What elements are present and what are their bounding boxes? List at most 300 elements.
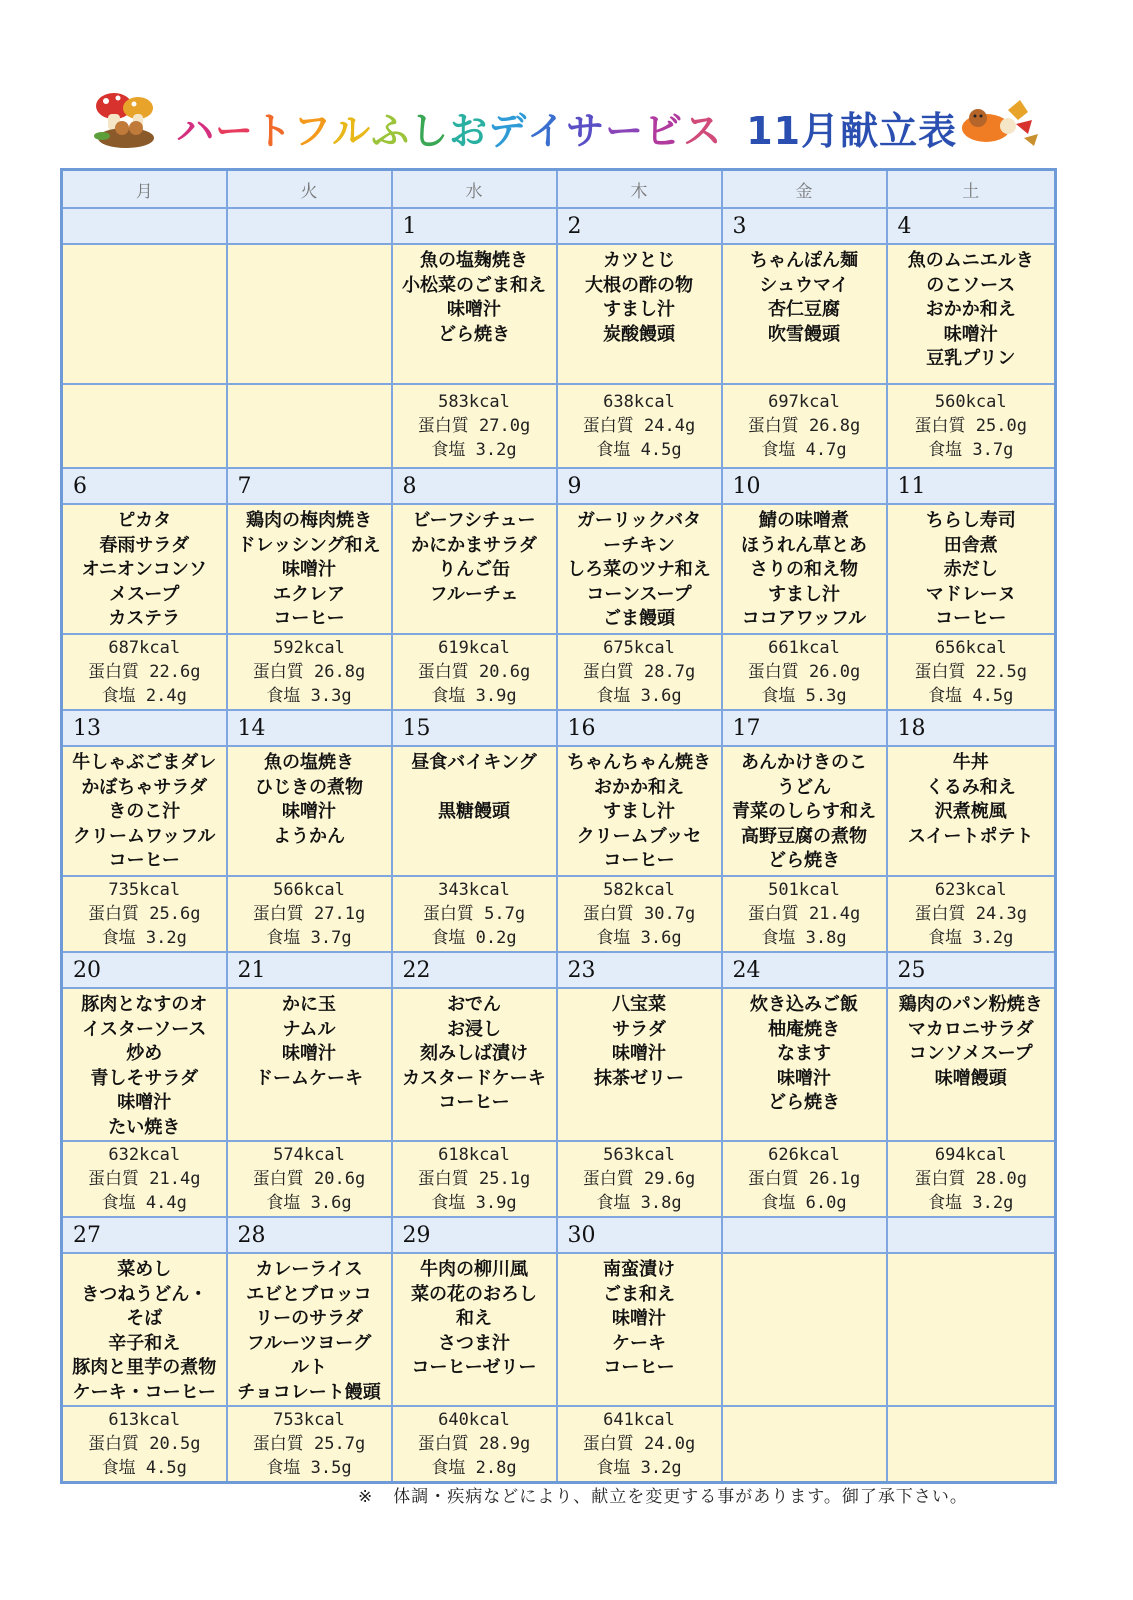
kcal-value: 560kcal <box>934 392 1007 412</box>
protein-value: 蛋白質 25.1g <box>417 1169 531 1189</box>
menu-item: ごま和え <box>603 1283 675 1305</box>
empty-nutrition-cell <box>62 384 227 468</box>
protein-value: 蛋白質 21.4g <box>747 904 861 924</box>
weekday-wed: 水 <box>392 170 557 209</box>
menu-item: たい焼き <box>108 1116 181 1138</box>
date-cell: 13 <box>62 710 227 746</box>
menu-item: 辛子和え <box>108 1332 181 1354</box>
menu-item: 田舎煮 <box>943 534 998 556</box>
menu-item: 味噌汁 <box>777 1067 831 1089</box>
date-cell: 10 <box>722 468 887 504</box>
nutrition-cell <box>557 384 722 468</box>
menu-item: ようかん <box>273 825 345 847</box>
menu-row <box>62 746 1056 876</box>
menu-item: オニオンコンソ <box>81 559 207 580</box>
date-cell: 11 <box>887 468 1056 504</box>
protein-value: 蛋白質 22.6g <box>88 662 201 682</box>
salt-value: 食塩 3.2g <box>596 1458 682 1478</box>
kcal-value: 574kcal <box>273 1145 345 1165</box>
menu-item: コンソメスープ <box>908 1043 1033 1064</box>
menu-item: ドレッシング和え <box>237 534 381 556</box>
kcal-value: 687kcal <box>108 638 181 658</box>
protein-value: 蛋白質 26.8g <box>252 662 366 682</box>
menu-item: 味噌汁 <box>117 1092 172 1113</box>
salt-value: 食塩 3.2g <box>928 928 1014 948</box>
menu-item: 豆乳プリン <box>926 348 1016 369</box>
nutrition-row <box>62 384 1056 468</box>
protein-value: 蛋白質 20.6g <box>252 1169 366 1189</box>
menu-item: おでん <box>447 994 501 1015</box>
menu-row <box>62 1253 1056 1406</box>
menu-item: カステラ <box>108 608 181 629</box>
menu-item: きのこ汁 <box>108 801 181 822</box>
nutrition-cell <box>887 384 1056 468</box>
menu-cell <box>722 244 887 384</box>
date-cell: 8 <box>392 468 557 504</box>
menu-item: クリームワッフル <box>73 825 216 847</box>
menu-item: あんかけきのこ <box>741 752 867 773</box>
menu-cell <box>887 504 1056 634</box>
menu-cell <box>62 988 227 1141</box>
empty-menu-cell <box>62 244 227 384</box>
salt-value: 食塩 3.7g <box>928 440 1014 460</box>
protein-value: 蛋白質 28.7g <box>582 662 696 682</box>
salt-value: 食塩 3.2g <box>101 928 187 948</box>
menu-item: ーチキン <box>603 534 675 556</box>
menu-cell <box>227 988 392 1141</box>
menu-cell <box>887 988 1056 1141</box>
menu-cell <box>722 988 887 1141</box>
menu-item: 黒糖饅頭 <box>438 801 510 822</box>
menu-item: コーヒー <box>603 850 675 871</box>
nutrition-cell <box>722 1141 887 1217</box>
date-cell: 25 <box>887 952 1056 988</box>
footnote-mark: ※ <box>358 1487 374 1507</box>
date-cell: 16 <box>557 710 722 746</box>
menu-item: 味噌汁 <box>447 299 501 320</box>
kcal-value: 623kcal <box>934 880 1007 900</box>
salt-value: 食塩 4.5g <box>101 1458 187 1478</box>
menu-item: コーヒー <box>935 608 1007 629</box>
protein-value: 蛋白質 27.1g <box>252 904 366 924</box>
menu-cell <box>392 988 557 1141</box>
menu-item: すまし汁 <box>768 583 840 605</box>
salt-value: 食塩 4.4g <box>101 1193 187 1213</box>
menu-item: 赤だし <box>943 559 998 580</box>
footnote <box>358 1482 968 1507</box>
protein-value: 蛋白質 25.6g <box>88 904 201 924</box>
kcal-value: 697kcal <box>768 392 840 412</box>
menu-item: 青しそサラダ <box>90 1067 199 1089</box>
nutrition-row <box>62 1141 1056 1217</box>
date-cell: 20 <box>62 952 227 988</box>
kcal-value: 735kcal <box>108 880 181 900</box>
menu-item: 味噌汁 <box>282 559 336 580</box>
date-cell: 28 <box>227 1217 392 1253</box>
empty-date-cell <box>227 208 392 244</box>
menu-item: 牛しゃぶごまダレ <box>72 752 217 773</box>
menu-cell <box>392 1253 557 1406</box>
date-cell: 18 <box>887 710 1056 746</box>
salt-value: 食塩 4.7g <box>761 440 847 460</box>
menu-item: 豚肉と里芋の煮物 <box>72 1357 217 1378</box>
date-cell: 17 <box>722 710 887 746</box>
nutrition-cell <box>557 1406 722 1483</box>
date-cell: 2 <box>557 208 722 244</box>
menu-item: 味噌汁 <box>282 1043 336 1064</box>
weekday-header-row <box>62 170 1056 209</box>
weekday-fri: 金 <box>722 170 887 209</box>
menu-cell <box>62 1253 227 1406</box>
menu-cell <box>557 244 722 384</box>
menu-cell <box>722 746 887 876</box>
menu-item: ちゃんぽん麺 <box>750 250 858 271</box>
menu-item: フルーツヨーグ <box>246 1332 372 1354</box>
footnote-text: 体調・疾病などにより、献立を変更する事があります。御了承下さい。 <box>393 1487 968 1507</box>
menu-item: 昼食バイキング <box>411 752 537 773</box>
date-row <box>62 468 1056 504</box>
menu-item: 味噌汁 <box>612 1308 666 1329</box>
menu-item: ビーフシチュー <box>412 510 536 531</box>
menu-item: コーヒー <box>273 608 345 629</box>
salt-value: 食塩 3.8g <box>761 928 847 948</box>
weekday-mon: 月 <box>62 170 227 209</box>
menu-item: エクレア <box>273 583 345 605</box>
weekday-thu: 木 <box>557 170 722 209</box>
menu-item: くるみ和え <box>925 776 1016 798</box>
menu-item: サラダ <box>612 1018 666 1040</box>
salt-value: 食塩 3.2g <box>928 1193 1014 1213</box>
menu-item: マカロニサラダ <box>907 1018 1034 1040</box>
salt-value: 食塩 3.3g <box>266 686 352 706</box>
menu-item: エビとブロッコ <box>246 1283 372 1305</box>
protein-value: 蛋白質 20.6g <box>417 662 531 682</box>
menu-item: フルーチェ <box>429 583 519 605</box>
weekday-tue: 火 <box>227 170 392 209</box>
menu-cell <box>887 746 1056 876</box>
menu-item: かにかまサラダ <box>411 534 537 556</box>
kcal-value: 583kcal <box>438 392 510 412</box>
empty-date-cell <box>887 1217 1056 1253</box>
menu-item: 南蛮漬け <box>603 1259 675 1280</box>
menu-item: コーヒー <box>108 850 180 871</box>
mushroom-squirrel-illustration <box>92 86 162 150</box>
kcal-value: 656kcal <box>934 638 1007 658</box>
empty-date-cell <box>62 208 227 244</box>
date-cell: 21 <box>227 952 392 988</box>
empty-menu-cell <box>722 1253 887 1406</box>
menu-item: 魚のムニエルき <box>907 250 1034 271</box>
menu-item: ほうれん草とあ <box>741 534 867 556</box>
salt-value: 食塩 3.9g <box>431 1193 517 1213</box>
menu-item: ココアワッフル <box>741 608 867 629</box>
menu-cell <box>887 244 1056 384</box>
nutrition-cell <box>392 634 557 710</box>
nutrition-cell <box>227 1141 392 1217</box>
date-cell: 3 <box>722 208 887 244</box>
menu-item: うどん <box>777 776 831 798</box>
salt-value: 食塩 3.2g <box>431 440 517 460</box>
menu-item: 刻みしば漬け <box>420 1043 528 1064</box>
salt-value: 食塩 4.5g <box>928 686 1014 706</box>
menu-item: どら焼き <box>438 323 510 345</box>
protein-value: 蛋白質 30.7g <box>582 904 696 924</box>
date-cell: 7 <box>227 468 392 504</box>
menu-item: 魚の塩焼き <box>264 752 354 773</box>
menu-item: 炊き込みご飯 <box>750 994 858 1015</box>
protein-value: 蛋白質 25.0g <box>914 416 1027 436</box>
nutrition-cell <box>62 876 227 952</box>
menu-item: 菜の花のおろし <box>411 1283 537 1305</box>
menu-item: しろ菜のツナ和え <box>567 559 711 580</box>
date-cell: 23 <box>557 952 722 988</box>
kcal-value: 753kcal <box>273 1410 345 1430</box>
menu-item: お浸し <box>447 1018 501 1040</box>
salt-value: 食塩 3.5g <box>266 1458 352 1478</box>
menu-item: 八宝菜 <box>612 994 666 1015</box>
menu-item: 春雨サラダ <box>99 534 190 556</box>
date-row <box>62 952 1056 988</box>
menu-item: ナムル <box>282 1018 336 1040</box>
kcal-value: 618kcal <box>438 1145 510 1165</box>
menu-item: 沢煮椀風 <box>934 801 1007 822</box>
nutrition-cell <box>62 1141 227 1217</box>
nutrition-cell <box>557 876 722 952</box>
menu-item: メスープ <box>109 583 180 605</box>
menu-item: 杏仁豆腐 <box>768 299 840 320</box>
protein-value: 蛋白質 26.1g <box>747 1169 861 1189</box>
menu-item: イスターソース <box>82 1018 207 1040</box>
menu-item: 味噌饅頭 <box>934 1067 1007 1089</box>
kcal-value: 343kcal <box>438 880 510 900</box>
weekday-sat: 土 <box>887 170 1056 209</box>
kcal-value: 694kcal <box>934 1145 1007 1165</box>
date-cell: 22 <box>392 952 557 988</box>
menu-item: 小松菜のごま和え <box>402 274 546 296</box>
menu-item: カレーライス <box>255 1259 363 1280</box>
protein-value: 蛋白質 27.0g <box>417 416 531 436</box>
menu-item: 吹雪饅頭 <box>768 323 840 345</box>
nutrition-cell <box>557 1141 722 1217</box>
menu-item: 菜めし <box>117 1259 172 1280</box>
menu-item: かぼちゃサラダ <box>81 776 208 798</box>
salt-value: 食塩 3.6g <box>596 686 682 706</box>
autumn-leaves-illustration <box>958 90 1044 154</box>
menu-item: 高野豆腐の煮物 <box>741 825 867 847</box>
menu-cell <box>722 504 887 634</box>
protein-value: 蛋白質 24.0g <box>582 1434 696 1454</box>
menu-item: おかか和え <box>594 776 684 798</box>
menu-item: 鶏肉の梅肉焼き <box>246 510 372 531</box>
menu-item: ケーキ・コーヒー <box>72 1381 216 1403</box>
menu-item: マドレーヌ <box>925 583 1016 605</box>
protein-value: 蛋白質 29.6g <box>582 1169 696 1189</box>
empty-nutrition-cell <box>227 384 392 468</box>
nutrition-cell <box>392 876 557 952</box>
menu-cell <box>557 1253 722 1406</box>
protein-value: 蛋白質 25.7g <box>252 1434 366 1454</box>
calendar-body <box>62 208 1056 1483</box>
menu-item: 鶏肉のパン粉焼き <box>898 994 1043 1015</box>
kcal-value: 613kcal <box>108 1410 181 1430</box>
menu-item: さりの和え物 <box>750 559 858 580</box>
menu-item: 炒め <box>126 1043 163 1064</box>
menu-cell <box>392 746 557 876</box>
menu-cell <box>227 1253 392 1406</box>
salt-value: 食塩 5.3g <box>761 686 847 706</box>
menu-item: クリームブッセ <box>576 825 702 847</box>
date-cell: 6 <box>62 468 227 504</box>
service-name: ハートフルふしおデイサービス <box>176 109 723 153</box>
protein-value: 蛋白質 26.0g <box>747 662 861 682</box>
menu-item: おかか和え <box>925 299 1016 320</box>
kcal-value: 640kcal <box>438 1410 510 1430</box>
kcal-value: 592kcal <box>273 638 345 658</box>
menu-item: すまし汁 <box>603 299 675 320</box>
kcal-value: 563kcal <box>603 1145 675 1165</box>
menu-item: 和え <box>456 1308 492 1329</box>
nutrition-row <box>62 634 1056 710</box>
salt-value: 食塩 0.2g <box>431 928 517 948</box>
menu-item: チョコレート饅頭 <box>237 1381 381 1403</box>
salt-value: 食塩 2.4g <box>101 686 187 706</box>
nutrition-cell <box>722 876 887 952</box>
page-title <box>176 100 957 155</box>
menu-item: ちゃんちゃん焼き <box>567 752 711 773</box>
page-header <box>0 78 1133 158</box>
date-row <box>62 1217 1056 1253</box>
empty-menu-cell <box>227 244 392 384</box>
protein-value: 蛋白質 26.8g <box>747 416 861 436</box>
menu-item: ピカタ <box>117 510 172 531</box>
date-row <box>62 710 1056 746</box>
menu-item: どら焼き <box>768 850 840 871</box>
menu-item: そば <box>126 1308 163 1329</box>
menu-item: ケーキ <box>612 1332 666 1354</box>
menu-item: すまし汁 <box>603 801 675 822</box>
menu-item: ルト <box>291 1357 327 1378</box>
menu-cell <box>392 244 557 384</box>
nutrition-cell <box>887 1141 1056 1217</box>
salt-value: 食塩 2.8g <box>431 1458 517 1478</box>
menu-item: リーのサラダ <box>255 1308 363 1329</box>
menu-row <box>62 244 1056 384</box>
nutrition-cell <box>227 634 392 710</box>
kcal-value: 638kcal <box>603 392 675 412</box>
menu-item: 牛丼 <box>952 752 989 773</box>
menu-item: ちらし寿司 <box>925 510 1016 531</box>
salt-value: 食塩 3.6g <box>266 1193 352 1213</box>
salt-value: 食塩 3.6g <box>596 928 682 948</box>
empty-nutrition-cell <box>722 1406 887 1483</box>
menu-item: 味噌汁 <box>282 801 336 822</box>
menu-item: 炭酸饅頭 <box>603 323 675 345</box>
kcal-value: 661kcal <box>768 638 840 658</box>
nutrition-cell <box>227 1406 392 1483</box>
date-cell: 1 <box>392 208 557 244</box>
menu-item: のこソース <box>926 274 1016 296</box>
nutrition-cell <box>887 634 1056 710</box>
menu-item: カツとじ <box>603 250 675 271</box>
menu-item: スイートポテト <box>907 825 1034 847</box>
menu-item: かに玉 <box>282 994 336 1015</box>
menu-item: なます <box>777 1043 831 1064</box>
date-cell: 27 <box>62 1217 227 1253</box>
menu-item: どら焼き <box>768 1092 840 1113</box>
date-row <box>62 208 1056 244</box>
empty-date-cell <box>722 1217 887 1253</box>
menu-cell <box>227 746 392 876</box>
empty-nutrition-cell <box>887 1406 1056 1483</box>
empty-menu-cell <box>887 1253 1056 1406</box>
salt-value: 食塩 3.9g <box>431 686 517 706</box>
menu-cell <box>62 746 227 876</box>
menu-cell <box>557 988 722 1141</box>
nutrition-cell <box>887 876 1056 952</box>
menu-item: 豚肉となすのオ <box>81 994 208 1015</box>
date-cell: 4 <box>887 208 1056 244</box>
nutrition-row <box>62 876 1056 952</box>
menu-calendar <box>60 168 1057 1484</box>
salt-value: 食塩 3.7g <box>266 928 352 948</box>
menu-item: ひじきの煮物 <box>255 776 363 798</box>
protein-value: 蛋白質 21.4g <box>88 1169 201 1189</box>
menu-item: コーヒー <box>438 1092 510 1113</box>
protein-value: 蛋白質 28.0g <box>914 1169 1027 1189</box>
nutrition-cell <box>557 634 722 710</box>
nutrition-cell <box>392 1406 557 1483</box>
nutrition-cell <box>62 634 227 710</box>
kcal-value: 632kcal <box>108 1145 181 1165</box>
menu-cell <box>557 746 722 876</box>
nutrition-cell <box>392 1141 557 1217</box>
protein-value: 蛋白質 28.9g <box>417 1434 531 1454</box>
menu-item: 味噌汁 <box>943 323 998 345</box>
menu-item: シュウマイ <box>759 274 849 296</box>
menu-item: 柚庵焼き <box>768 1018 840 1040</box>
protein-value: 蛋白質 22.5g <box>914 662 1027 682</box>
kcal-value: 566kcal <box>273 880 345 900</box>
menu-item: 抹茶ゼリー <box>594 1067 684 1089</box>
salt-value: 食塩 6.0g <box>761 1193 847 1213</box>
nutrition-cell <box>392 384 557 468</box>
date-cell: 15 <box>392 710 557 746</box>
menu-item: りんご缶 <box>438 559 510 580</box>
menu-row <box>62 504 1056 634</box>
menu-item: きつねうどん・ <box>81 1283 208 1305</box>
menu-item: 青菜のしらす和え <box>732 801 876 822</box>
menu-item: ガーリックバタ <box>576 510 702 531</box>
date-cell: 14 <box>227 710 392 746</box>
kcal-value: 501kcal <box>768 880 840 900</box>
menu-item: 牛肉の柳川風 <box>420 1259 528 1280</box>
menu-item: コーンスープ <box>586 583 692 605</box>
protein-value: 蛋白質 20.5g <box>88 1434 201 1454</box>
nutrition-cell <box>722 634 887 710</box>
menu-item: ドームケーキ <box>255 1067 363 1089</box>
date-cell: 9 <box>557 468 722 504</box>
nutrition-cell <box>62 1406 227 1483</box>
date-cell: 24 <box>722 952 887 988</box>
menu-item: カスタードケーキ <box>402 1067 546 1089</box>
menu-item <box>393 776 556 801</box>
kcal-value: 619kcal <box>438 638 510 658</box>
nutrition-cell <box>722 384 887 468</box>
menu-item: コーヒー <box>603 1357 675 1378</box>
kcal-value: 641kcal <box>603 1410 675 1430</box>
nutrition-cell <box>227 876 392 952</box>
protein-value: 蛋白質 24.4g <box>582 416 696 436</box>
